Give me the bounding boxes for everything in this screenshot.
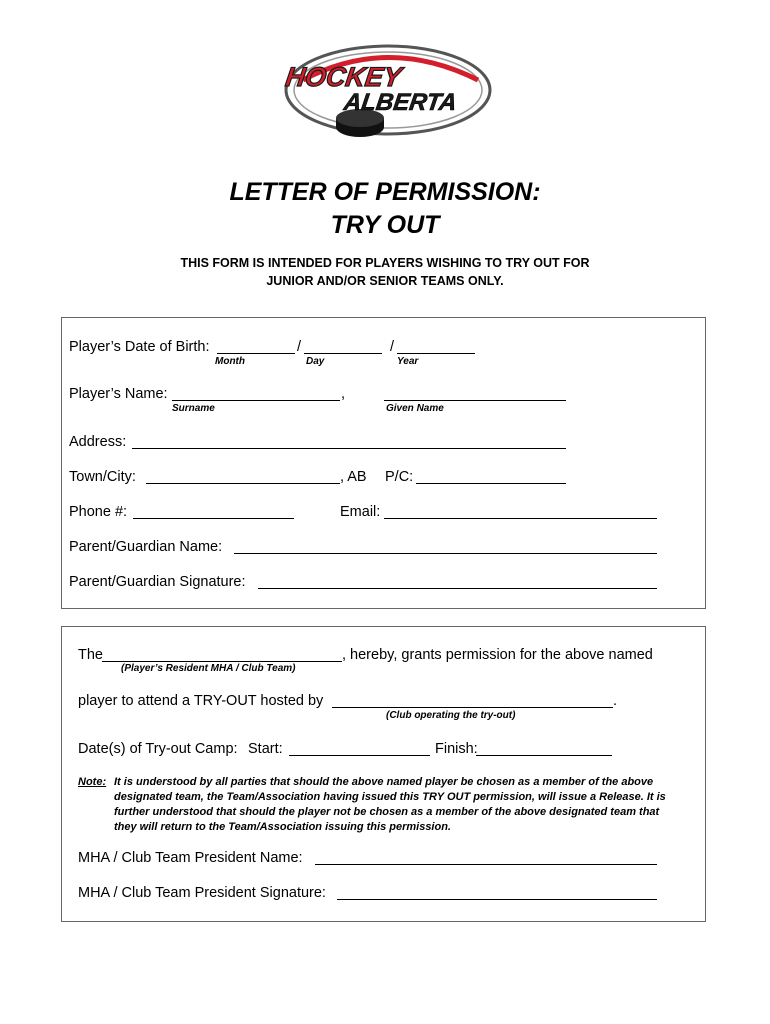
start-label: Start: [248,741,283,757]
attend-text: player to attend a TRY-OUT hosted by [78,693,324,709]
dob-day-field[interactable] [304,353,382,354]
page-title-line2: TRY OUT [330,211,440,239]
dob-slash-2: / [390,339,395,355]
address-field[interactable] [132,448,566,449]
day-caption: Day [306,356,325,367]
year-caption: Year [397,356,419,367]
resident-mha-field[interactable] [102,661,342,662]
subtitle-line2: JUNIOR AND/OR SENIOR TEAMS ONLY. [266,274,504,288]
surname-caption: Surname [172,403,215,414]
president-name-label: MHA / Club Team President Name: [78,850,303,866]
address-label: Address: [69,434,127,450]
logo-text-hockey: HOCKEY [283,61,404,92]
postal-code-label: P/C: [385,469,414,485]
subtitle-line1: THIS FORM IS INTENDED FOR PLAYERS WISHING TO TRY OUT FOR [180,256,590,270]
town-city-field[interactable] [146,483,340,484]
given-name-caption: Given Name [386,403,444,414]
name-comma: , [341,386,346,402]
guardian-name-label: Parent/Guardian Name: [69,539,223,555]
club-caption: (Club operating the try-out) [386,710,516,721]
email-field[interactable] [384,518,657,519]
given-name-field[interactable] [384,400,566,401]
phone-field[interactable] [133,518,294,519]
email-label: Email: [340,504,381,520]
player-name-label: Player’s Name: [69,386,168,402]
guardian-name-field[interactable] [234,553,657,554]
mha-caption: (Player’s Resident MHA / Club Team) [121,663,296,674]
guardian-signature-field[interactable] [258,588,657,589]
note-line-4: they will return to the Team/Association issuing this permission. [114,821,451,833]
phone-label: Phone #: [69,504,128,520]
dob-month-field[interactable] [217,353,295,354]
page-title-line1: LETTER OF PERMISSION: [229,178,541,206]
surname-field[interactable] [172,400,340,401]
guardian-signature-label: Parent/Guardian Signature: [69,574,246,590]
dob-label: Player’s Date of Birth: [69,339,210,355]
grants-text: , hereby, grants permission for the above named [342,647,653,663]
postal-code-field[interactable] [416,483,566,484]
host-club-field[interactable] [332,707,613,708]
logo-text-alberta: ALBERTA [342,89,459,116]
month-caption: Month [215,356,245,367]
president-signature-label: MHA / Club Team President Signature: [78,885,326,901]
attend-period: . [613,693,618,709]
town-city-label: Town/City: [69,469,136,485]
hockey-alberta-logo [283,40,493,145]
finish-label: Finish: [435,741,478,757]
dob-slash-1: / [297,339,302,355]
note-line-1: It is understood by all parties that should the above named player be chosen as a member of the above [114,776,654,788]
player-info-box [61,317,706,609]
province-text: , AB [340,469,367,485]
start-date-field[interactable] [289,755,430,756]
the-label: The [78,647,103,663]
dates-label: Date(s) of Try-out Camp: [78,741,238,757]
note-block [78,775,698,835]
note-line-2: designated team, the Team/Association having issued this TRY OUT permission, will issue a Release. It is [114,791,666,803]
dob-year-field[interactable] [397,353,475,354]
president-name-field[interactable] [315,864,657,865]
note-line-3: further understood that should the player not be chosen as a member of the above designated team that [114,806,660,818]
president-signature-field[interactable] [337,899,657,900]
note-label: Note: [78,776,107,788]
finish-date-field[interactable] [476,755,612,756]
